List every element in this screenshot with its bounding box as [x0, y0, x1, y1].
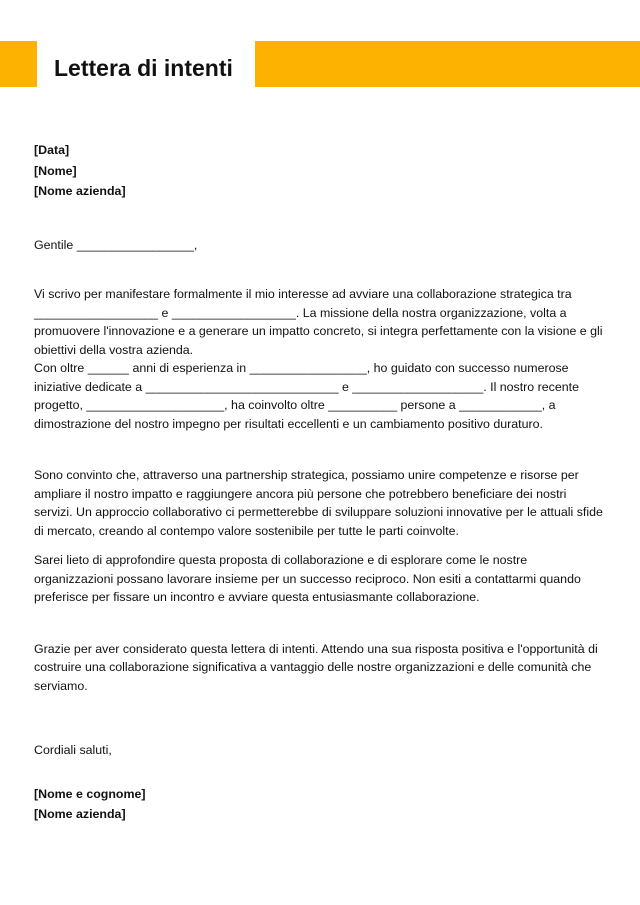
letter-content [34, 140, 606, 825]
paragraph-proposal: Sarei lieto di approfondire questa proposta di collaborazione e di esplorare come le nostre organizzazioni possano lavorare insieme per un successo reciproco. Non esiti a contattarmi quando preferisce per fissare un incontro e avviare questa entusiasmante collaborazione. [34, 553, 581, 604]
name-placeholder: [Nome] [34, 163, 77, 178]
closing-salutation: Cordiali saluti, [34, 743, 112, 757]
signature-name: [Nome e cognome] [34, 786, 146, 801]
date-placeholder: [Data] [34, 143, 70, 157]
company-placeholder: [Nome azienda] [34, 184, 126, 198]
signature-block [34, 784, 606, 825]
page-title: Lettera di intenti [54, 55, 233, 81]
greeting: Gentile _________________, [34, 237, 198, 252]
signature-company: [Nome azienda] [34, 807, 126, 821]
paragraph-experience: Con oltre ______ anni di esperienza in _________________, ho guidato con successo numerose iniziative dedicate a ____________________________ e ___________________. Il nostro recente progetto, ____________________, ha coinvolto oltre __________ persone a ____________, a dimostrazione del nostro impegno per risultati eccellenti e un cambiamento positivo duraturo. [34, 361, 579, 431]
paragraph-partnership: Sono convinto che, attraverso una partnership strategica, possiamo unire competenze e risorse per ampliare il nostro impatto e raggiungere ancora più persone che potrebbero beneficiare dei nostri servizi. Un approccio collaborativo ci permetterebbe di sviluppare soluzioni innovative per le attuali sfide di mercato, creando al contempo valore sostenibile per tutte le parti coinvolte. [34, 468, 603, 538]
paragraph-intro: Vi scrivo per manifestare formalmente il mio interesse ad avviare una collaborazione strategica tra __________________ e __________________. La missione della nostra organizzazione, volta a promuovere l'innovazione e a generare un impatto concreto, si integra perfettamente con la visione e gli obiettivi della vostra azienda. [34, 287, 603, 357]
paragraph-thanks: Grazie per aver considerato questa lettera di intenti. Attendo una sua risposta positiva e l'opportunità di costruire una collaborazione significativa a vantaggio delle nostre organizzazioni e delle comunità che serviamo. [34, 641, 598, 693]
recipient-block [34, 140, 606, 202]
